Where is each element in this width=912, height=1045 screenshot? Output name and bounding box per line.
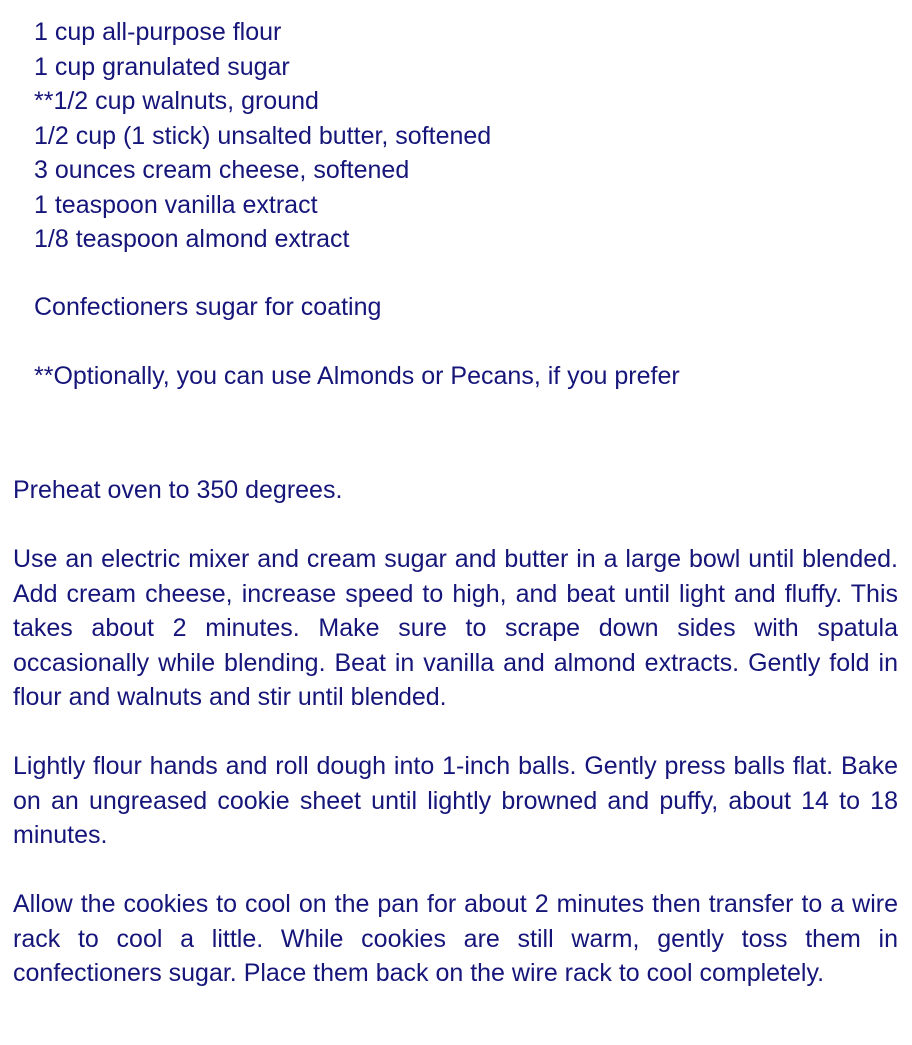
ingredient-item: 1 cup granulated sugar xyxy=(34,52,290,81)
instruction-paragraph: Allow the cookies to cool on the pan for about 2 minutes then transfer to a wire rack to cool a little. While cookies are still warm, gently toss them in confectioners sugar. Place them back on the wire rack to cool completely. xyxy=(13,890,898,987)
ingredient-item: 1 cup all-purpose flour xyxy=(34,18,282,46)
coating-note: Confectioners sugar for coating xyxy=(34,293,382,321)
instruction-paragraph: Lightly flour hands and roll dough into 1-inch balls. Gently press balls flat. Bake on an ungreased cookie sheet until lightly browned and puffy, about 14 to 18 minutes. xyxy=(13,752,898,849)
ingredient-item: **1/2 cup walnuts, ground xyxy=(34,87,319,115)
ingredient-item: 1/2 cup (1 stick) unsalted butter, softened xyxy=(34,121,492,150)
ingredient-item: 3 ounces cream cheese, softened xyxy=(34,156,410,184)
ingredient-list xyxy=(34,15,894,257)
ingredient-item: 1/8 teaspoon almond extract xyxy=(34,225,350,253)
ingredient-item: 1 teaspoon vanilla extract xyxy=(34,190,318,219)
instruction-paragraph: Use an electric mixer and cream sugar and butter in a large bowl until blended. Add cream cheese, increase speed to high, and beat until light and fluffy. This takes about 2 minutes. Make sure to scrape down sides with spatula occasionally while blending. Beat in vanilla and almond extracts. Gently fold in flour and walnuts and stir until blended. xyxy=(13,545,898,711)
instruction-paragraph: Preheat oven to 350 degrees. xyxy=(13,476,343,504)
optional-note: **Optionally, you can use Almonds or Pecans, if you prefer xyxy=(34,362,680,390)
